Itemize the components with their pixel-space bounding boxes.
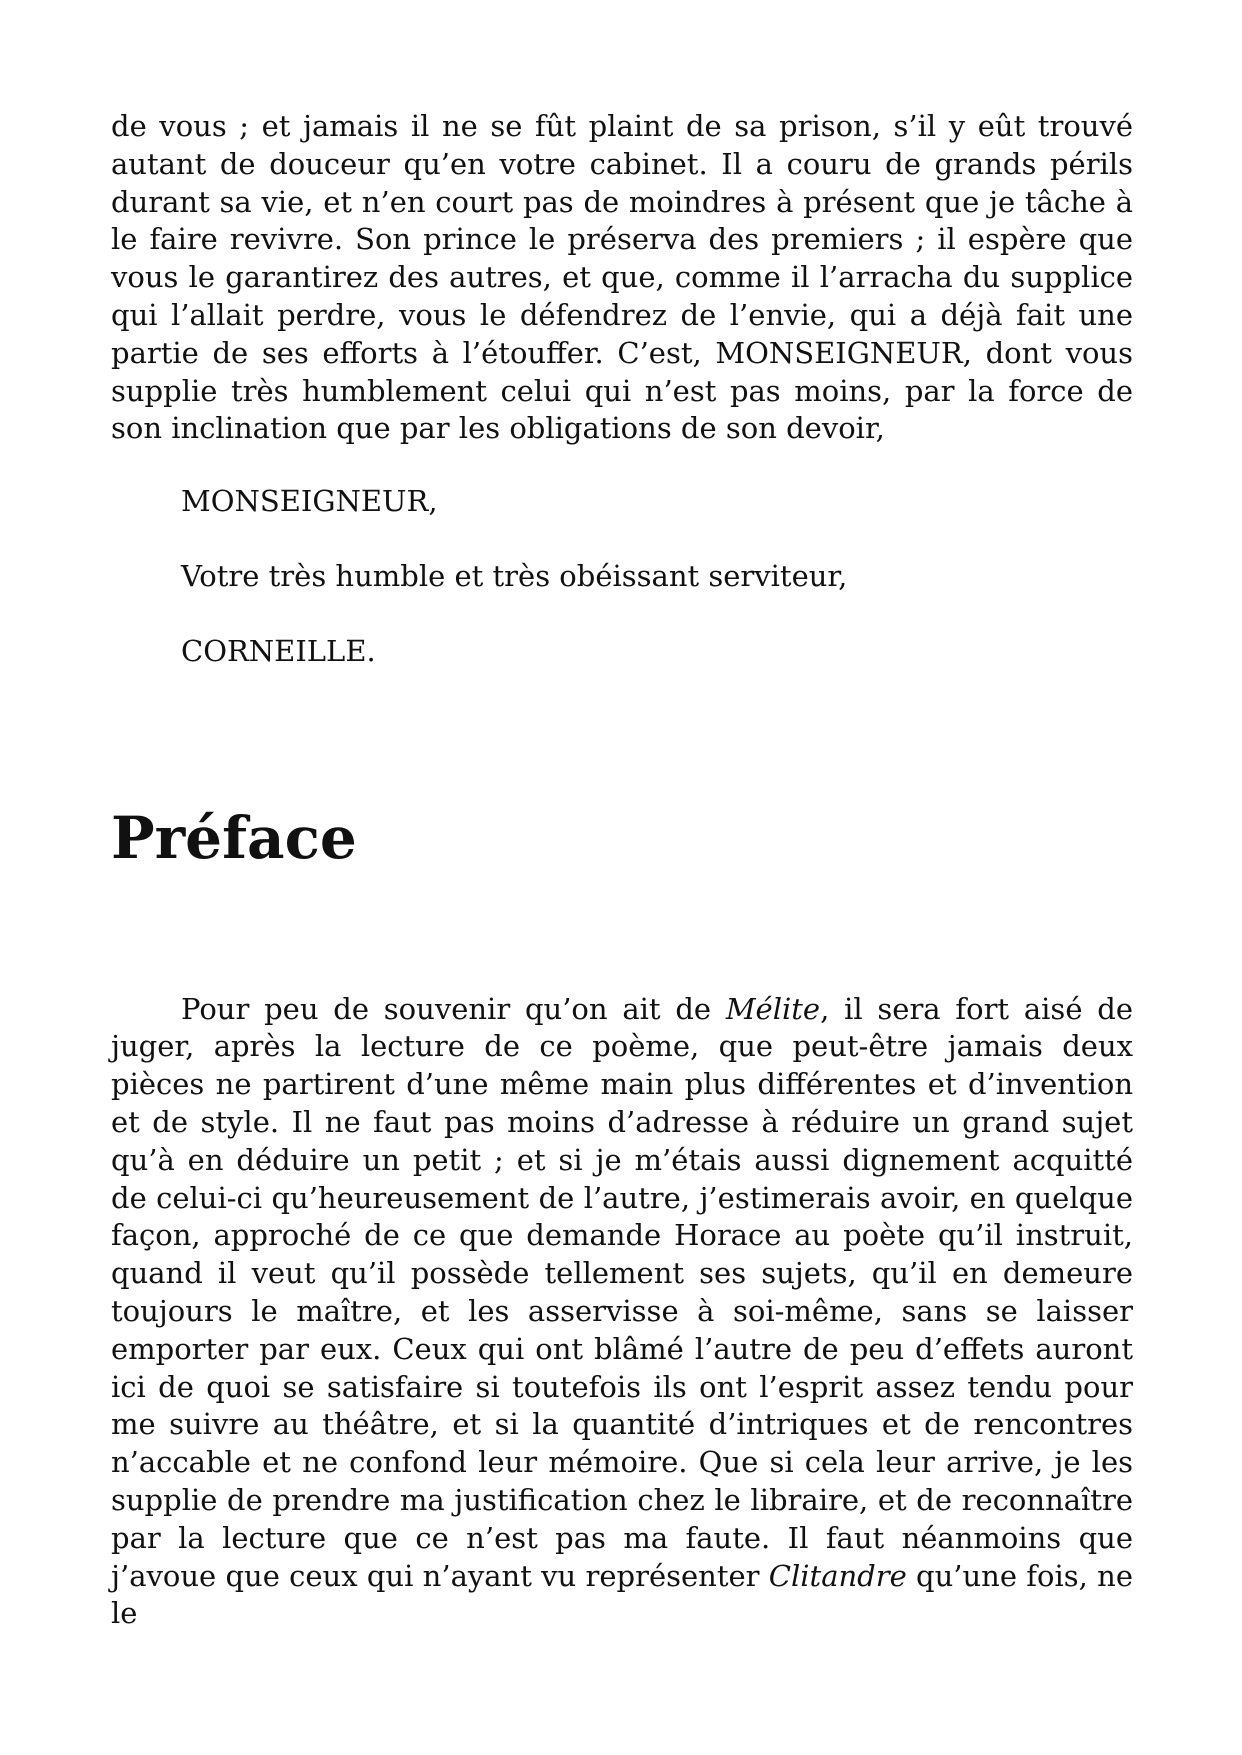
letter-signature: CORNEILLE. (181, 633, 376, 668)
document-page (111, 108, 1133, 1633)
letter-salutation: MONSEIGNEUR, (181, 484, 438, 519)
preface-text-2: , il sera fort aisé de juger, après la lecture de ce poème, que peut-être jamais deux pièces ne partirent d’une même main plus différentes et d’invention et de style. Il ne faut pas moins d’adresse à réduire un grand sujet qu’à en déduire un petit ; et si je m’étais aussi dignement acquitté de celui-ci qu’heureusement de l’autre, j’estimerais avoir, en quelque façon, approché de ce que demande Horace au poète qu’il instruit, quand il veut qu’il possède tellement ses sujets, qu’il en demeure toujours le maître, et les asservisse à soi-même, sans se laisser emporter par eux. Ceux qui ont blâmé l’autre de peu d’effets auront ici de quoi se satisfaire si toutefois ils ont l’esprit assez tendu pour me suivre au théâtre, et si la quantité d’intriques et de rencontres n’accable et ne confond leur mémoire. Que si cela leur arrive, je les supplie de prendre ma justification chez le libraire, et de reconnaître par la lecture que ce n’est pas ma faute. Il faut néanmoins que j’avoue que ceux qui n’ayant vu représenter (111, 991, 1133, 1593)
preface-title-clitandre: Clitandre (768, 1558, 907, 1593)
preface-text-1: Pour peu de souvenir qu’on ait de (181, 991, 726, 1026)
preface-title-melite: Mélite (725, 991, 821, 1026)
letter-paragraph: de vous ; et jamais il ne se fût plaint de sa prison, s’il y eût trouvé autant de douceur qu’en votre cabinet. Il a couru de grands périls durant sa vie, et n’en court pas de moindres à présent que je tâche à le faire revivre. Son prince le préserva des premiers ; il espère que vous le garantirez des autres, et que, comme il l’arracha du supplice qui l’allait perdre, vous le défendrez de l’envie, qui a déjà fait une partie de ses efforts à l’étouffer. C’est, MONSEIGNEUR, dont vous supplie très humblement celui qui n’est pas moins, par la force de son inclination que par les obligations de son devoir, (111, 109, 1133, 446)
letter-valediction: Votre très humble et très obéissant serviteur, (181, 558, 848, 593)
preface-text-3: qu’une fois, ne le (111, 1558, 1133, 1631)
section-title: Préface (111, 803, 357, 872)
preface-paragraph (111, 991, 1133, 1634)
